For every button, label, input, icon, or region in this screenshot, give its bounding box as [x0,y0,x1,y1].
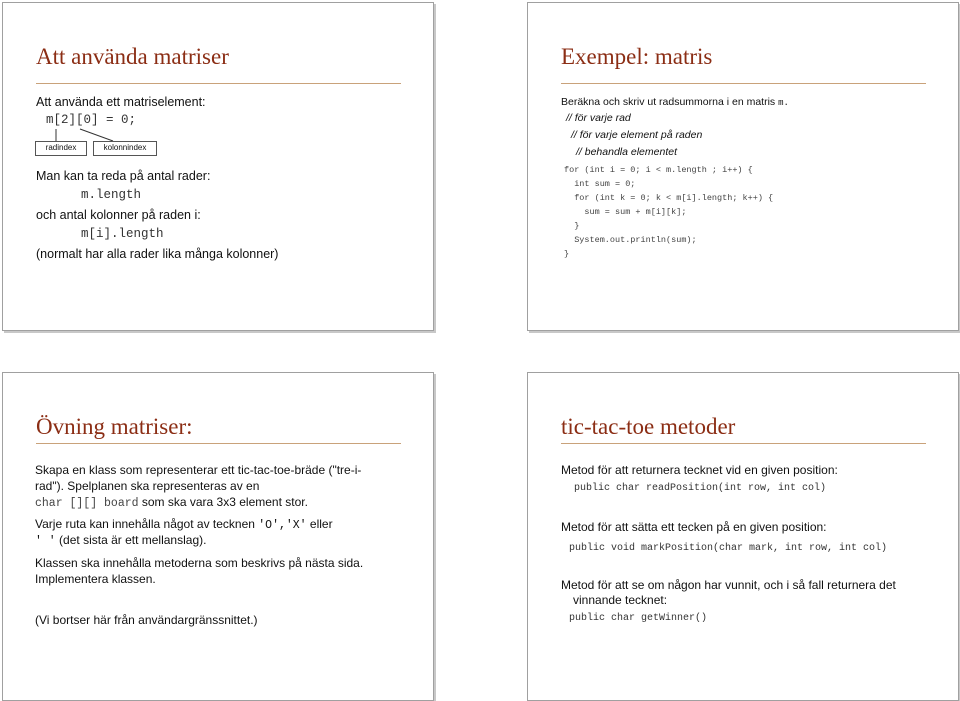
method-signature: public char readPosition(int row, int col) [574,483,827,494]
inline-text: eller [306,517,333,531]
inline-code: char [][] board [35,497,139,510]
inline-text: (det sista är ett mellanslag). [55,533,207,547]
title-rule [561,83,926,84]
method-description: Metod för att se om någon har vunnit, och i så fall returnera det [561,578,896,592]
intro-var: m. [778,98,789,108]
method-signature: public void markPosition(char mark, int row, int col) [569,543,888,554]
code-line: m[2][0] = 0; [46,113,137,127]
code-line: } [564,249,570,259]
title-rule [561,443,926,444]
comment-handle: // behandla elementet [576,146,677,158]
radindex-label: radindex [35,141,87,156]
inline-code: ' ' [35,535,56,548]
text-line: Man kan ta reda på antal rader: [36,169,211,183]
slide-tic-tac-toe-metoder [527,372,959,701]
paragraph-line: rad"). Spelplanen ska representeras av en [35,479,260,493]
method-signature: public char getWinner() [569,613,708,624]
code-line: } [564,221,580,231]
slide-title: Övning matriser: [36,414,193,439]
text-line: Att använda ett matriselement: [36,95,206,109]
slide-title: Exempel: matris [561,44,713,69]
inline-code: 'O','X' [258,519,307,532]
intro-label: Beräkna och skriv ut radsummorna i en matris [561,96,776,108]
comment-element: // för varje element på raden [571,129,703,141]
paragraph-line: Skapa en klass som representerar ett tic-tac-toe-bräde ("tre-i- [35,463,362,477]
text-line: (normalt har alla rader lika många kolonner) [36,247,279,261]
slide-ovning-matriser [2,372,434,701]
inline-text: Varje ruta kan innehålla något av tecknen [35,517,259,531]
code-line: for (int k = 0; k < m[i].length; k++) { [564,193,774,203]
title-rule [36,443,401,444]
method-description: vinnande tecknet: [573,593,668,607]
code-line: System.out.println(sum); [564,235,697,245]
code-line: sum = sum + m[i][k]; [564,207,687,217]
paragraph-line: (Vi bortser här från användargränssnittet.) [35,613,258,627]
method-description: Metod för att sätta ett tecken på en given position: [561,520,827,534]
slide-title: Att använda matriser [36,44,229,69]
paragraph-line [35,533,206,549]
paragraph-line: Implementera klassen. [35,572,156,586]
kolonnindex-label: kolonnindex [93,141,157,156]
paragraph-line: Klassen ska innehålla metoderna som beskrivs på nästa sida. [35,556,364,570]
inline-text: som ska vara 3x3 element stor. [138,495,308,509]
comment-row: // för varje rad [566,112,631,124]
slide-title: tic-tac-toe metoder [561,414,736,439]
code-line: for (int i = 0; i < m.length ; i++) { [564,165,753,175]
code-line: int sum = 0; [564,179,636,189]
code-line: m.length [81,188,142,202]
slide-exempel-matris [527,2,959,331]
intro-text [561,94,789,111]
index-arrows [3,3,433,330]
slide-att-anvanda-matriser [2,2,434,331]
paragraph-line [35,517,333,533]
text-line: och antal kolonner på raden i: [36,208,201,222]
code-line: m[i].length [81,227,164,241]
paragraph-line [35,495,308,511]
method-description: Metod för att returnera tecknet vid en given position: [561,463,838,477]
